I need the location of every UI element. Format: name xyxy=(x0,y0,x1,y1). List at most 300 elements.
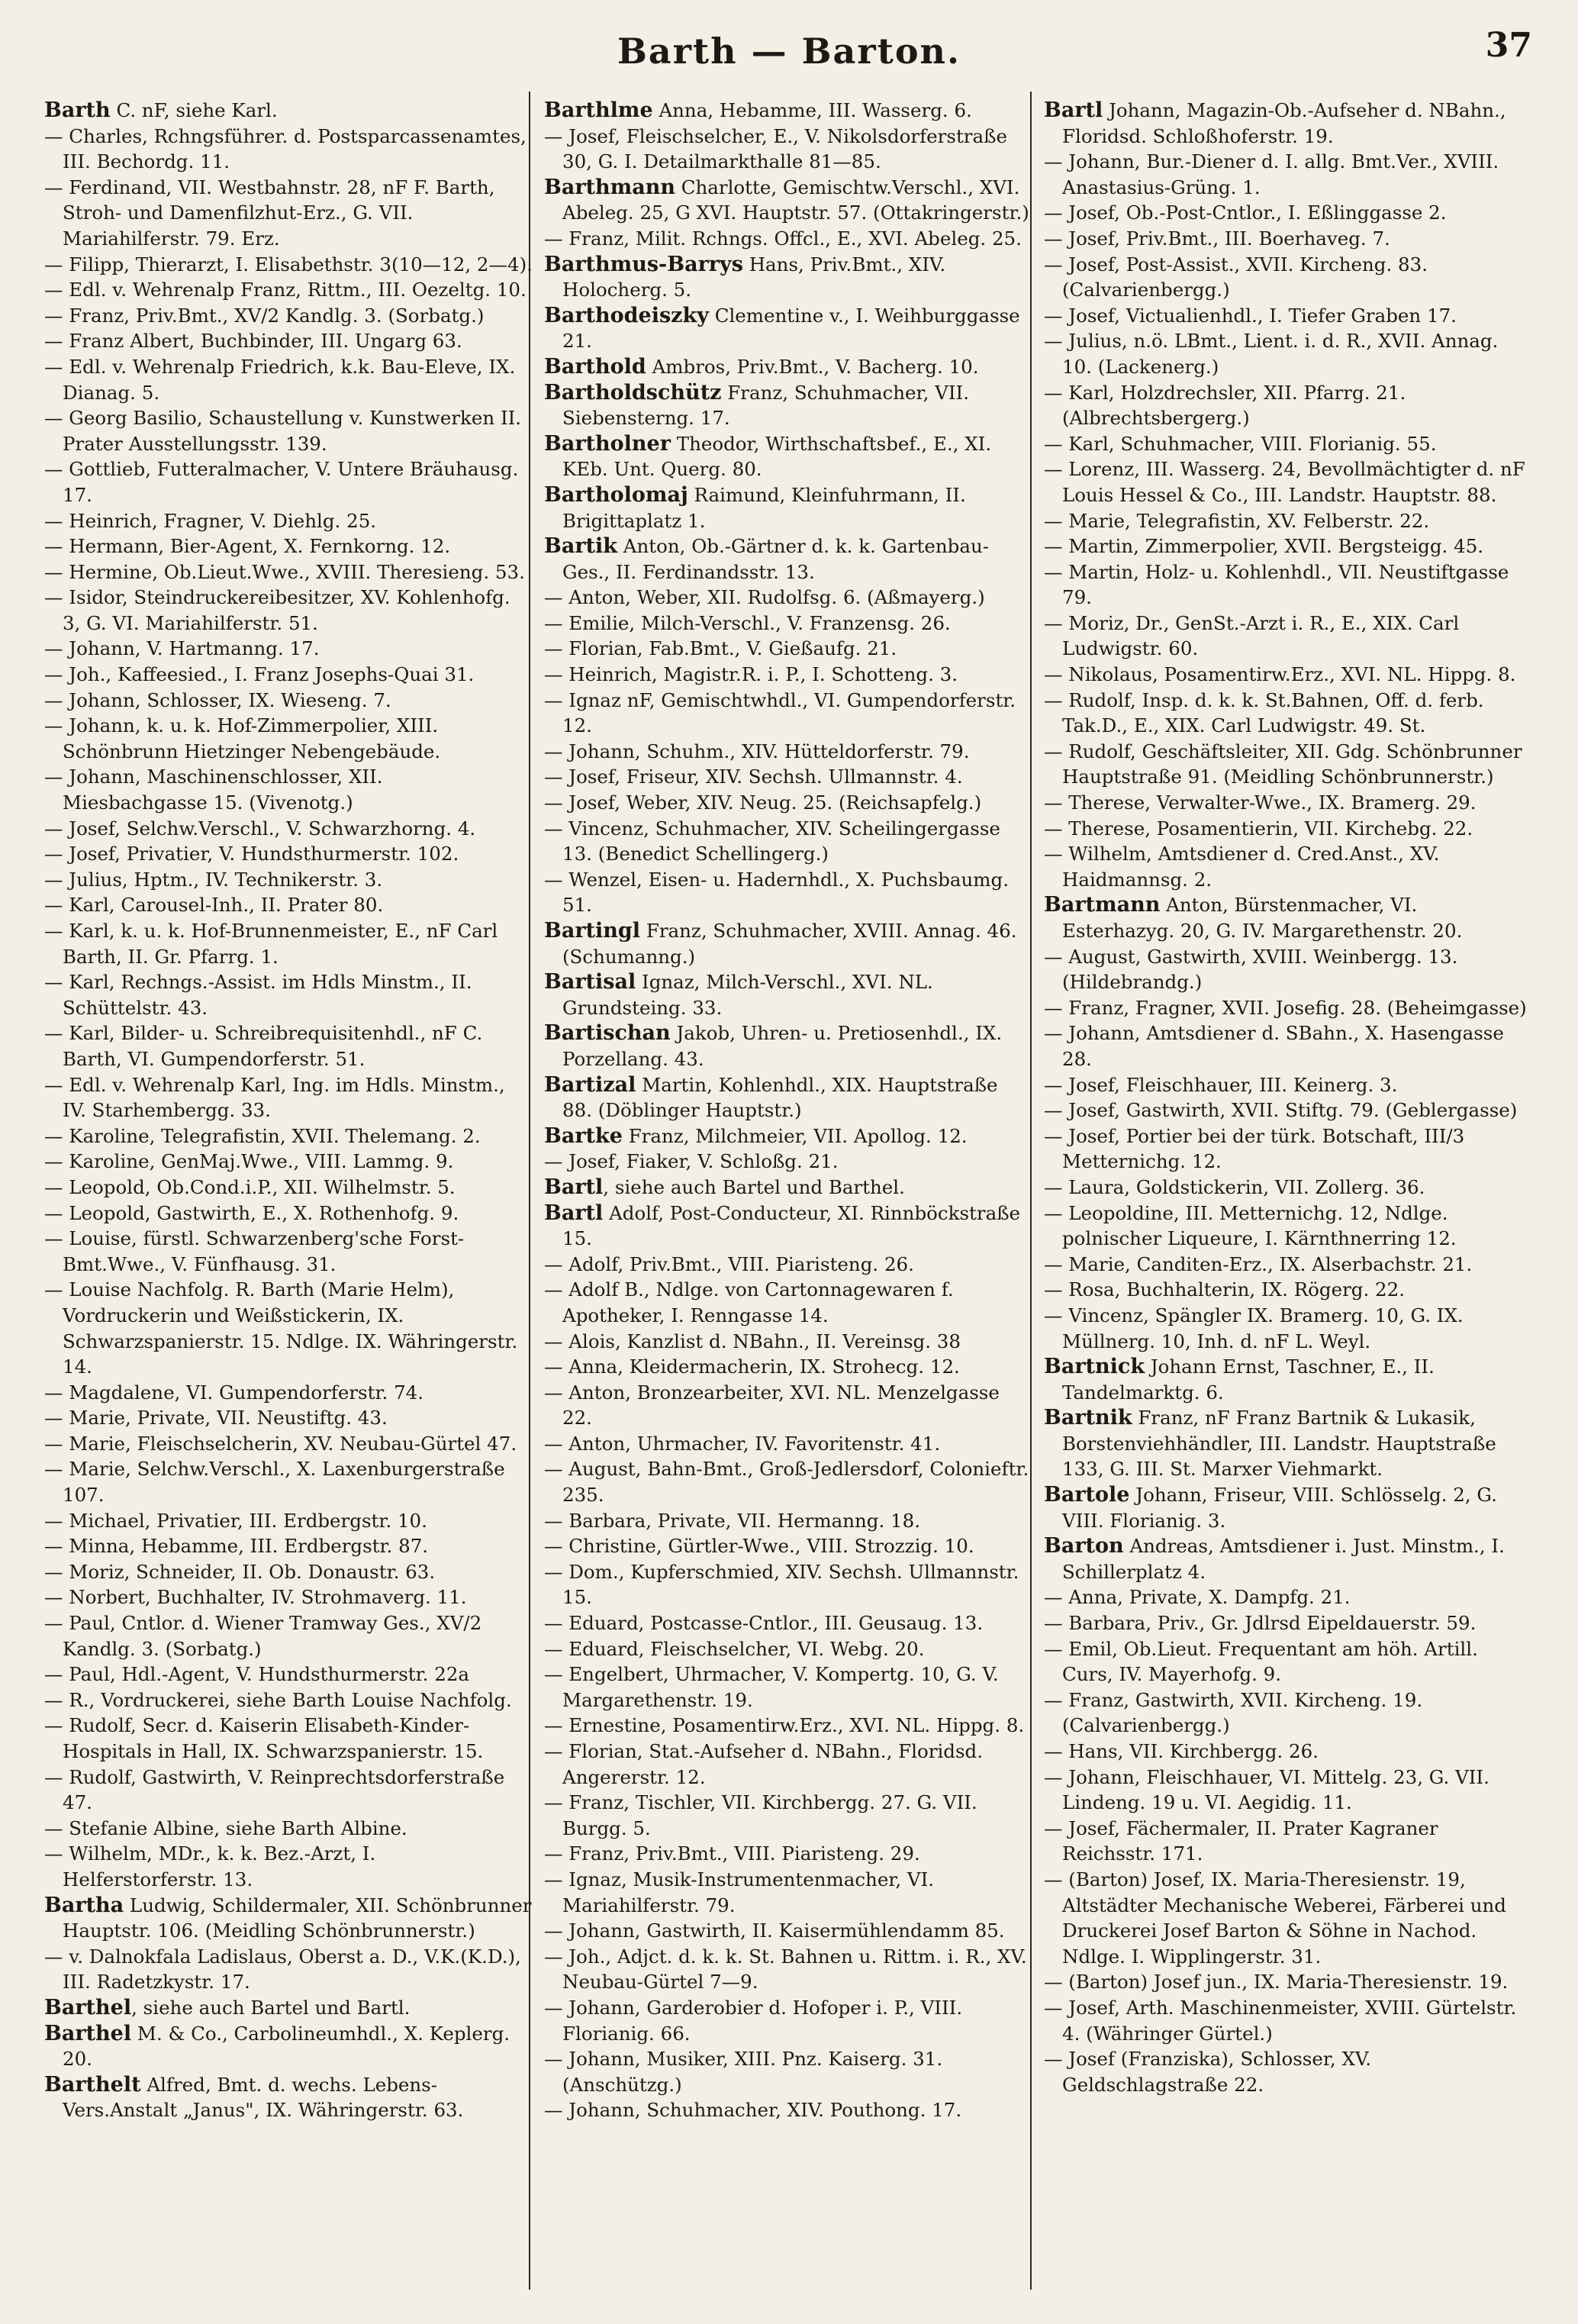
directory-entry xyxy=(544,662,1032,688)
directory-entry xyxy=(1044,1969,1532,1995)
entry-text: — Emilie, Milch-Verschl., V. Franzensg. 26. xyxy=(544,611,951,634)
directory-entry xyxy=(544,585,1032,611)
entry-text: — Julius, n.ö. LBmt., Lient. i. d. R., XVII. Annag. 10. (Lackenerg.) xyxy=(1044,330,1499,378)
entry-text: Hans, Priv.Bmt., XIV. Holocherg. 5. xyxy=(562,253,946,301)
entry-text: — Anton, Uhrmacher, IV. Favoritenstr. 41. xyxy=(544,1432,941,1455)
directory-entry xyxy=(1044,995,1532,1021)
entry-text: — Alois, Kanzlist d. NBahn., II. Vereinsg. 38 xyxy=(544,1330,961,1352)
entry-headword: Bartl xyxy=(1044,98,1103,122)
directory-entry xyxy=(544,816,1032,867)
directory-entry xyxy=(44,1995,533,2021)
directory-entry xyxy=(544,1072,1032,1123)
directory-entry xyxy=(44,1149,533,1175)
directory-entry xyxy=(1044,1739,1532,1765)
directory-entry xyxy=(1044,559,1532,611)
entry-text: Anton, Ob.-Gärtner d. k. k. Gartenbau-Ges., II. Ferdinandsstr. 13. xyxy=(562,535,990,583)
entry-text: — Minna, Hebamme, III. Erdbergstr. 87. xyxy=(44,1535,429,1558)
directory-entry xyxy=(44,2072,533,2123)
directory-entry xyxy=(44,1123,533,1149)
directory-entry xyxy=(544,1431,1032,1457)
entry-text: — Eduard, Postcasse-Cntlor., III. Geusaug. 13. xyxy=(544,1612,984,1635)
entry-text: — Barbara, Priv., Gr. Jdlrsd Eipeldauerstr. 59. xyxy=(1044,1612,1477,1635)
entry-text: — Karl, k. u. k. Hof-Brunnenmeister, E., nF Carl Barth, II. Gr. Pfarrg. 1. xyxy=(44,920,498,968)
directory-entry xyxy=(1044,790,1532,816)
entry-text: — Johann, k. u. k. Hof-Zimmerpolier, XIII. Schönbrunn Hietzinger Nebengebäude. xyxy=(44,714,441,762)
directory-entry xyxy=(1044,431,1532,457)
entry-text: — Leopold, Gastwirth, E., X. Rothenhofg. 9. xyxy=(44,1201,459,1224)
entry-headword: Bartmann xyxy=(1044,893,1161,917)
entry-text: , siehe auch Bartel und Barthel. xyxy=(603,1175,905,1198)
directory-entry xyxy=(1044,1687,1532,1739)
entry-text: — Lorenz, III. Wasserg. 24, Bevollmächtigter d. nF Louis Hessel & Co., III. Landstr. Hauptstr. 88. xyxy=(1044,458,1525,506)
directory-entry xyxy=(44,1841,533,1892)
entry-text: — Josef, Gastwirth, XVII. Stiftg. 79. (Geblergasse) xyxy=(1044,1099,1518,1122)
directory-entry xyxy=(1044,1123,1532,1175)
entry-text: — Anton, Bronzearbeiter, XVI. NL. Menzelgasse 22. xyxy=(544,1381,1000,1430)
page-title: Barth — Barton. xyxy=(617,31,961,72)
directory-entry xyxy=(1044,892,1532,943)
directory-entry xyxy=(1044,533,1532,559)
directory-entry xyxy=(44,277,533,303)
directory-entry xyxy=(544,380,1032,431)
entry-text: Ignaz, Milch-Verschl., XVI. NL. Grundsteing. 33. xyxy=(562,971,933,1019)
directory-entry xyxy=(544,1380,1032,1431)
entry-headword: Bartholomaj xyxy=(544,482,688,507)
column-2 xyxy=(544,98,1032,2303)
entry-text: — Leopold, Ob.Cond.i.P., XII. Wilhelmstr. 5. xyxy=(44,1175,456,1198)
entry-text: — Marie, Fleischselcherin, XV. Neubau-Gürtel 47. xyxy=(44,1432,517,1455)
directory-entry xyxy=(544,431,1032,482)
directory-entry xyxy=(44,841,533,867)
entry-text: — Gottlieb, Futteralmacher, V. Untere Bräuhausg. 17. xyxy=(44,458,519,506)
entry-text: — Hermine, Ob.Lieut.Wwe., XVIII. Theresieng. 53. xyxy=(44,560,525,583)
directory-entry xyxy=(1044,508,1532,534)
entry-text: — Johann, Gastwirth, II. Kaisermühlendamm 85. xyxy=(544,1919,1005,1942)
entry-text: — Martin, Holz- u. Kohlenhdl., VII. Neustiftgasse 79. xyxy=(1044,560,1509,609)
entry-text: — Therese, Posamentierin, VII. Kirchebg. 22. xyxy=(1044,817,1473,840)
directory-entry xyxy=(44,585,533,636)
entry-text: — Laura, Goldstickerin, VII. Zollerg. 36. xyxy=(1044,1175,1425,1198)
entry-text: — Moriz, Dr., GenSt.-Arzt i. R., E., XIX. Carl Ludwigstr. 60. xyxy=(1044,611,1460,660)
entry-text: — Ferdinand, VII. Westbahnstr. 28, nF F. Barth, Stroh- und Damenfilzhut-Erz., G. VII. Mariahilferstr. 79. Erz. xyxy=(44,176,495,250)
directory-entry xyxy=(1044,1354,1532,1405)
directory-entry xyxy=(44,1277,533,1379)
entry-text: Franz, Schuhmacher, XVIII. Annag. 46. (Schumanng.) xyxy=(562,920,1017,968)
entry-text: — Florian, Stat.-Aufseher d. NBahn., Floridsd. Angererstr. 12. xyxy=(544,1740,984,1788)
entry-text: Theodor, Wirthschaftsbef., E., XI. KEb. Unt. Querg. 80. xyxy=(562,432,992,481)
entry-text: — Marie, Selchw.Verschl., X. Laxenburgerstraße 107. xyxy=(44,1458,505,1507)
directory-entry xyxy=(1044,1175,1532,1201)
directory-entry xyxy=(1044,611,1532,662)
entry-text: — Rudolf, Gastwirth, V. Reinprechtsdorferstraße 47. xyxy=(44,1765,505,1814)
entry-headword: Bartl xyxy=(544,1175,604,1199)
entry-headword: Bartnik xyxy=(1044,1406,1132,1430)
entry-text: — Josef, Portier bei der türk. Botschaft, III/3 Metternichg. 12. xyxy=(1044,1124,1465,1173)
directory-entry xyxy=(44,1456,533,1507)
entry-text: — Christine, Gürtler-Wwe., VIII. Strozzig. 10. xyxy=(544,1535,974,1558)
entry-text: — Josef, Selchw.Verschl., V. Schwarzhorng. 4. xyxy=(44,817,476,840)
entry-text: Raimund, Kleinfuhrmann, II. Brigittaplatz 1. xyxy=(562,483,966,532)
entry-headword: Barthelt xyxy=(44,2072,141,2097)
directory-entry xyxy=(1044,1533,1532,1584)
entry-headword: Barthlme xyxy=(544,98,653,122)
entry-text: — Josef, Post-Assist., XVII. Kircheng. 83. (Calvarienbergg.) xyxy=(1044,253,1428,301)
directory-entry xyxy=(544,1918,1032,1944)
entry-text: — Stefanie Albine, siehe Barth Albine. xyxy=(44,1816,407,1839)
entry-text: — Franz Albert, Buchbinder, III. Ungarg 63. xyxy=(44,330,462,353)
entry-text: C. nF, siehe Karl. xyxy=(110,99,278,121)
entry-headword: Barthold xyxy=(544,354,646,379)
entry-text: — Marie, Canditen-Erz., IX. Alserbachstr. 21. xyxy=(1044,1252,1473,1275)
entry-text: — Marie, Private, VII. Neustiftg. 43. xyxy=(44,1407,388,1430)
directory-entry xyxy=(1044,1252,1532,1278)
directory-entry xyxy=(1044,98,1532,149)
entry-text: — Josef, Arth. Maschinenmeister, XVIII. Gürtelstr. 4. (Währinger Gürtel.) xyxy=(1044,1996,1517,2045)
entry-text: — Franz, Gastwirth, XVII. Kircheng. 19. (Calvarienbergg.) xyxy=(1044,1688,1423,1737)
directory-entry xyxy=(44,1020,533,1072)
entry-headword: Bartke xyxy=(544,1123,623,1148)
directory-entry xyxy=(1044,944,1532,995)
entry-text: — Joh., Kaffeesied., I. Franz Josephs-Quai 31. xyxy=(44,663,475,686)
entry-text: — Franz, Priv.Bmt., XV/2 Kandlg. 3. (Sorbatg.) xyxy=(44,304,485,327)
entry-text: Andreas, Amtsdiener i. Just. Minstm., I. Schillerplatz 4. xyxy=(1062,1535,1505,1583)
entry-headword: Bartholdschütz xyxy=(544,380,722,405)
entry-text: — Johann, Schuhmacher, XIV. Pouthong. 17. xyxy=(544,2099,962,2122)
directory-entry xyxy=(44,1226,533,1277)
directory-entry xyxy=(44,303,533,329)
entry-text: — Louise, fürstl. Schwarzenberg'sche Forst-Bmt.Wwe., V. Fünfhausg. 31. xyxy=(44,1227,465,1275)
page-header xyxy=(0,15,1578,76)
directory-entry xyxy=(1044,252,1532,303)
directory-entry xyxy=(1044,816,1532,842)
directory-entry xyxy=(44,1175,533,1201)
entry-headword: Bartik xyxy=(544,534,617,559)
entry-text: — Therese, Verwalter-Wwe., IX. Bramerg. 29. xyxy=(1044,791,1477,814)
directory-entry xyxy=(544,1713,1032,1739)
directory-entry xyxy=(44,456,533,508)
directory-entry xyxy=(44,1431,533,1457)
entry-headword: Bartingl xyxy=(544,919,641,943)
entry-text: — Martin, Zimmerpolier, XVII. Bergsteigg. 45. xyxy=(1044,535,1484,558)
entry-text: — Karl, Carousel-Inh., II. Prater 80. xyxy=(44,894,384,917)
directory-entry xyxy=(44,1380,533,1406)
directory-entry xyxy=(1044,688,1532,739)
directory-entry xyxy=(544,226,1032,252)
directory-entry xyxy=(544,1123,1032,1149)
entry-text: — Josef, Ob.-Post-Cntlor., I. Eßlinggasse 2. xyxy=(1044,201,1447,224)
directory-entry xyxy=(544,918,1032,969)
directory-entry xyxy=(544,533,1032,585)
entry-text: , siehe auch Bartel und Bartl. xyxy=(131,1996,411,2019)
directory-entry xyxy=(1044,328,1532,379)
entry-text: — Barbara, Private, VII. Hermanng. 18. xyxy=(544,1509,921,1532)
directory-entry xyxy=(544,1329,1032,1355)
entry-text: Ludwig, Schildermaler, XII. Schönbrunner Hauptstr. 106. (Meidling Schönbrunnerstr.) xyxy=(63,1894,532,1942)
entry-text: — Karl, Bilder- u. Schreibrequisitenhdl., nF C. Barth, VI. Gumpendorferstr. 51. xyxy=(44,1022,483,1070)
entry-text: — Johann, Fleischhauer, VI. Mittelg. 23, G. VII. Lindeng. 19 u. VI. Aegidig. 11. xyxy=(1044,1765,1489,1814)
directory-entry xyxy=(1044,1584,1532,1610)
entry-text: — Ignaz, Musik-Instrumentenmacher, VI. Mariahilferstr. 79. xyxy=(544,1868,935,1916)
entry-headword: Barth xyxy=(44,98,111,122)
entry-text: Franz, Schuhmacher, VII. Siebensterng. 17. xyxy=(562,381,969,430)
entry-text: Johann, Magazin-Ob.-Aufseher d. NBahn., Floridsd. Schloßhoferstr. 19. xyxy=(1062,99,1506,147)
directory-entry xyxy=(544,175,1032,226)
directory-entry xyxy=(544,1175,1032,1201)
directory-entry xyxy=(544,1456,1032,1507)
entry-headword: Barthmann xyxy=(544,175,675,199)
directory-entry xyxy=(44,892,533,918)
directory-entry xyxy=(1044,226,1532,252)
directory-entry xyxy=(44,816,533,842)
entry-text: Franz, Milchmeier, VII. Apollog. 12. xyxy=(622,1124,968,1147)
entry-text: Clementine v., I. Weihburggasse 21. xyxy=(562,304,1020,353)
entry-text: — Hermann, Bier-Agent, X. Fernkorng. 12. xyxy=(44,535,451,558)
entry-text: — Karl, Holzdrechsler, XII. Pfarrg. 21. (Albrechtsbergerg.) xyxy=(1044,381,1406,430)
entry-text: — Edl. v. Wehrenalp Karl, Ing. im Hdls. Minstm., IV. Starhembergg. 33. xyxy=(44,1073,505,1122)
entry-text: — Eduard, Fleischselcher, VI. Webg. 20. xyxy=(544,1637,925,1660)
directory-entry xyxy=(1044,1816,1532,1867)
entry-text: — Josef, Priv.Bmt., III. Boerhaveg. 7. xyxy=(1044,227,1390,250)
directory-entry xyxy=(544,688,1032,739)
entry-headword: Bartischan xyxy=(544,1021,671,1046)
directory-entry xyxy=(44,1816,533,1842)
directory-entry xyxy=(544,739,1032,765)
directory-entry xyxy=(1044,380,1532,431)
entry-text: — Filipp, Thierarzt, I. Elisabethstr. 3(10—12, 2—4). xyxy=(44,253,533,276)
directory-entry xyxy=(544,1201,1032,1252)
entry-text: Ambros, Priv.Bmt., V. Bacherg. 10. xyxy=(646,355,979,378)
directory-entry xyxy=(544,1739,1032,1790)
directory-entry xyxy=(1044,1098,1532,1123)
entry-text: — Magdalene, VI. Gumpendorferstr. 74. xyxy=(44,1381,424,1404)
entry-text: — Johann, Amtsdiener d. SBahn., X. Hasengasse 28. xyxy=(1044,1022,1504,1070)
directory-entry xyxy=(544,482,1032,533)
entry-text: — Moriz, Schneider, II. Ob. Donaustr. 63. xyxy=(44,1560,436,1583)
directory-entry xyxy=(44,252,533,278)
entry-headword: Barthel xyxy=(44,1995,132,2019)
entry-text: — Hans, VII. Kirchbergg. 26. xyxy=(1044,1740,1319,1762)
entry-text: — Karl, Schuhmacher, VIII. Florianig. 55. xyxy=(1044,432,1437,455)
directory-entry xyxy=(1044,456,1532,508)
directory-entry xyxy=(1044,1020,1532,1072)
entry-text: — Johann, Maschinenschlosser, XII. Miesbachgasse 15. (Vivenotg.) xyxy=(44,766,383,814)
directory-entry xyxy=(44,175,533,252)
directory-entry xyxy=(44,328,533,354)
directory-entry xyxy=(544,124,1032,175)
entry-text: — Ignaz nF, Gemischtwhdl., VI. Gumpendorferstr. 12. xyxy=(544,688,1016,737)
entry-text: Charlotte, Gemischtw.Verschl., XVI. Abeleg. 25, G XVI. Hauptstr. 57. (Ottakringerstr.) xyxy=(562,176,1029,224)
directory-entry xyxy=(1044,1405,1532,1482)
entry-text: — (Barton) Josef jun., IX. Maria-Theresienstr. 19. xyxy=(1044,1971,1509,1994)
entry-text: M. & Co., Carbolineumhdl., X. Keplerg. 20. xyxy=(63,2022,510,2071)
entry-text: Adolf, Post-Conducteur, XI. Rinnböckstraße 15. xyxy=(562,1201,1021,1250)
directory-entry xyxy=(544,1790,1032,1841)
entry-text: — Johann, Musiker, XIII. Pnz. Kaiserg. 31. (Anschützg.) xyxy=(544,2048,943,2096)
entry-headword: Barthodeiszky xyxy=(544,303,709,327)
directory-entry xyxy=(544,252,1032,303)
directory-entry xyxy=(44,124,533,175)
entry-text: — R., Vordruckerei, siehe Barth Louise Nachfolg. xyxy=(44,1688,512,1711)
entry-text: — Paul, Hdl.-Agent, V. Hundsthurmerstr. 22a xyxy=(44,1663,470,1686)
entry-text: — Paul, Cntlor. d. Wiener Tramway Ges., XV/2 Kandlg. 3. (Sorbatg.) xyxy=(44,1612,482,1660)
entry-text: — Heinrich, Fragner, V. Diehlg. 25. xyxy=(44,509,377,532)
directory-entry xyxy=(1044,1995,1532,2046)
entry-text: — August, Gastwirth, XVIII. Weinbergg. 13. (Hildebrandg.) xyxy=(1044,945,1458,994)
directory-entry xyxy=(44,1072,533,1123)
entry-text: — Anton, Weber, XII. Rudolfsg. 6. (Aßmayerg.) xyxy=(544,586,985,609)
entry-text: — Josef, Victualienhdl., I. Tiefer Graben 17. xyxy=(1044,304,1457,327)
directory-entry xyxy=(544,764,1032,790)
entry-text: — Edl. v. Wehrenalp Friedrich, k.k. Bau-Eleve, IX. Dianag. 5. xyxy=(44,355,516,404)
directory-entry xyxy=(1044,200,1532,226)
directory-entry xyxy=(44,98,533,124)
directory-entry xyxy=(544,1559,1032,1610)
entry-headword: Bartole xyxy=(1044,1483,1130,1507)
entry-text: — Norbert, Buchhalter, IV. Strohmaverg. 11. xyxy=(44,1586,467,1609)
entry-headword: Bartl xyxy=(544,1201,604,1225)
entry-text: — Karoline, GenMaj.Wwe., VIII. Lammg. 9. xyxy=(44,1150,454,1173)
directory-entry xyxy=(44,354,533,405)
entry-text: — Josef, Fleischhauer, III. Keinerg. 3. xyxy=(1044,1073,1398,1096)
directory-entry xyxy=(44,1559,533,1585)
entry-text: — Heinrich, Magistr.R. i. P., I. Schotteng. 3. xyxy=(544,663,958,686)
directory-entry xyxy=(1044,739,1532,790)
directory-entry xyxy=(544,1277,1032,1328)
entry-text: Alfred, Bmt. d. wechs. Lebens-Vers.Anstalt „Janus", IX. Währingerstr. 63. xyxy=(63,2073,464,2122)
directory-entry xyxy=(44,1765,533,1816)
directory-entry xyxy=(1044,1277,1532,1303)
entry-text: — Nikolaus, Posamentirw.Erz., XVI. NL. Hippg. 8. xyxy=(1044,663,1516,686)
directory-entry xyxy=(44,688,533,714)
directory-entry xyxy=(544,1867,1032,1918)
entry-text: Johann, Friseur, VIII. Schlösselg. 2, G. VIII. Florianig. 3. xyxy=(1062,1484,1497,1532)
directory-entry xyxy=(544,1841,1032,1867)
directory-entry xyxy=(544,969,1032,1020)
entry-text: — Edl. v. Wehrenalp Franz, Rittm., III. Oezeltg. 10. xyxy=(44,279,527,301)
entry-text: — Ernestine, Posamentirw.Erz., XVI. NL. Hippg. 8. xyxy=(544,1714,1025,1737)
entry-headword: Barton xyxy=(1044,1534,1124,1558)
entry-headword: Bartnick xyxy=(1044,1355,1145,1379)
entry-text: — Georg Basilio, Schaustellung v. Kunstwerken II. Prater Ausstellungsstr. 139. xyxy=(44,407,522,455)
entry-text: — Franz, Fragner, XVII. Josefig. 28. (Beheimgasse) xyxy=(1044,996,1527,1019)
directory-entry xyxy=(544,1995,1032,2046)
entry-text: — Franz, Priv.Bmt., VIII. Piaristeng. 29. xyxy=(544,1842,920,1865)
directory-entry xyxy=(44,636,533,662)
directory-entry xyxy=(44,1662,533,1687)
directory-entry xyxy=(44,559,533,585)
entry-text: — Josef, Fächermaler, II. Prater Kagraner Reichsstr. 171. xyxy=(1044,1816,1438,1865)
entry-text: — Rudolf, Geschäftsleiter, XII. Gdg. Schönbrunner Hauptstraße 91. (Meidling Schönbrunnerstr.) xyxy=(1044,740,1522,788)
directory-entry xyxy=(1044,1867,1532,1969)
entry-text: — Wilhelm, Amtsdiener d. Cred.Anst., XV. Haidmannsg. 2. xyxy=(1044,843,1440,891)
directory-entry xyxy=(44,405,533,456)
directory-entry xyxy=(44,1687,533,1713)
directory-entry xyxy=(544,1662,1032,1713)
entry-text: — Adolf B., Ndlge. von Cartonnagewaren f. Apotheker, I. Renngasse 14. xyxy=(544,1278,954,1326)
directory-entry xyxy=(544,636,1032,662)
directory-entry xyxy=(44,1201,533,1226)
entry-text: Franz, nF Franz Bartnik & Lukasik, Borstenviehhändler, III. Landstr. Hauptstraße 133, G. III. St. Marxer Viehmarkt. xyxy=(1062,1407,1496,1481)
directory-entry xyxy=(44,969,533,1020)
entry-text: — Emil, Ob.Lieut. Frequentant am höh. Artill. Curs, IV. Mayerhofg. 9. xyxy=(1044,1637,1478,1686)
entry-text: — Michael, Privatier, III. Erdbergstr. 10. xyxy=(44,1509,427,1532)
directory-entry xyxy=(544,303,1032,354)
directory-entry xyxy=(44,1713,533,1764)
directory-entry xyxy=(544,1149,1032,1175)
directory-entry xyxy=(1044,841,1532,892)
entry-headword: Barthmus-Barrys xyxy=(544,252,743,276)
directory-entry xyxy=(44,533,533,559)
column-3 xyxy=(1044,98,1532,2303)
entry-headword: Bartizal xyxy=(544,1072,636,1097)
directory-entry xyxy=(544,2046,1032,2097)
directory-entry xyxy=(44,1944,533,1995)
directory-entry xyxy=(544,98,1032,124)
directory-entry xyxy=(544,1020,1032,1072)
directory-entry xyxy=(1044,303,1532,329)
entry-text: — Florian, Fab.Bmt., V. Gießaufg. 21. xyxy=(544,637,897,660)
entry-text: — Johann, Schuhm., XIV. Hütteldorferstr. 79. xyxy=(544,740,970,762)
entry-text: — Wilhelm, MDr., k. k. Bez.-Arzt, I. Helferstorferstr. 13. xyxy=(44,1842,376,1890)
directory-entry xyxy=(544,1533,1032,1559)
directory-entry xyxy=(1044,1636,1532,1687)
entry-text: — Anna, Kleidermacherin, IX. Strohecg. 12. xyxy=(544,1355,960,1378)
entry-text: — Isidor, Steindruckereibesitzer, XV. Kohlenhofg. 3, G. VI. Mariahilferstr. 51. xyxy=(44,586,510,634)
directory-entry xyxy=(1044,1765,1532,1816)
directory-entry xyxy=(44,1893,533,1944)
directory-entry xyxy=(544,2097,1032,2123)
directory-entry xyxy=(1044,2046,1532,2097)
entry-text: — Vincenz, Spängler IX. Bramerg. 10, G. IX. Müllnerg. 10, Inh. d. nF L. Weyl. xyxy=(1044,1304,1464,1352)
directory-entry xyxy=(544,1610,1032,1636)
directory-entry xyxy=(544,1354,1032,1380)
entry-text: — Adolf, Priv.Bmt., VIII. Piaristeng. 26. xyxy=(544,1252,914,1275)
entry-text: — Rosa, Buchhalterin, IX. Rögerg. 22. xyxy=(1044,1278,1406,1301)
directory-entry xyxy=(544,1944,1032,1995)
entry-text: — Wenzel, Eisen- u. Hadernhdl., X. Puchsbaumg. 51. xyxy=(544,868,1009,917)
entry-text: Anna, Hebamme, III. Wasserg. 6. xyxy=(652,99,972,121)
directory-entry xyxy=(44,1533,533,1559)
entry-text: — Joh., Adjct. d. k. k. St. Bahnen u. Rittm. i. R., XV. Neubau-Gürtel 7—9. xyxy=(544,1945,1027,1994)
entry-text: — Dom., Kupferschmied, XIV. Sechsh. Ullmannstr. 15. xyxy=(544,1560,1019,1609)
directory-entry xyxy=(44,1508,533,1534)
entry-text: — Johann, Garderobier d. Hofoper i. P., VIII. Florianig. 66. xyxy=(544,1996,963,2045)
entry-text: — Anna, Private, X. Dampfg. 21. xyxy=(1044,1586,1351,1609)
directory-entry xyxy=(544,790,1032,816)
directory-entry xyxy=(44,713,533,764)
entry-headword: Bartholner xyxy=(544,431,671,456)
directory-entry xyxy=(544,1252,1032,1278)
entry-text: — Josef, Friseur, XIV. Sechsh. Ullmannstr. 4. xyxy=(544,766,963,788)
entry-text: — Josef, Fiaker, V. Schloßg. 21. xyxy=(544,1150,839,1173)
entry-text: — Charles, Rchngsführer. d. Postsparcassenamtes, III. Bechordg. 11. xyxy=(44,124,527,173)
entry-text: — Louise Nachfolg. R. Barth (Marie Helm), Vordruckerin und Weißstickerin, IX. Schwarzspanierstr. 15. Ndlge. IX. Währingerstr. 14. xyxy=(44,1278,518,1378)
entry-text: — August, Bahn-Bmt., Groß-Jedlersdorf, Colonieftr. 235. xyxy=(544,1458,1029,1507)
entry-text: — Marie, Telegrafistin, XV. Felberstr. 22. xyxy=(1044,509,1430,532)
directory-entry xyxy=(1044,1201,1532,1252)
page-number: 37 xyxy=(1485,26,1532,65)
entry-text: Anton, Bürstenmacher, VI. Esterhazyg. 20, G. IV. Margarethenstr. 20. xyxy=(1062,894,1463,942)
entry-text: — Leopoldine, III. Metternichg. 12, Ndlge. polnischer Liqueure, I. Kärnthnerring 12. xyxy=(1044,1201,1457,1250)
entry-text: — (Barton) Josef, IX. Maria-Theresienstr. 19, Altstädter Mechanische Weberei, Färberei und Druckerei Josef Barton & Söhne in Nachod. Ndlge. I. Wipplingerstr. 31. xyxy=(1044,1868,1506,1968)
entry-text: — Engelbert, Uhrmacher, V. Kompertg. 10, G. V. Margarethenstr. 19. xyxy=(544,1663,999,1711)
entry-headword: Bartisal xyxy=(544,970,636,994)
entry-text: — Franz, Milit. Rchngs. Offcl., E., XVI. Abeleg. 25. xyxy=(544,227,1022,250)
entry-text: Johann Ernst, Taschner, E., II. Tandelmarktg. 6. xyxy=(1062,1355,1435,1404)
directory-entry xyxy=(44,867,533,893)
entry-text: — Josef, Privatier, V. Hundsthurmerstr. 102. xyxy=(44,843,459,865)
directory-entry xyxy=(44,764,533,815)
